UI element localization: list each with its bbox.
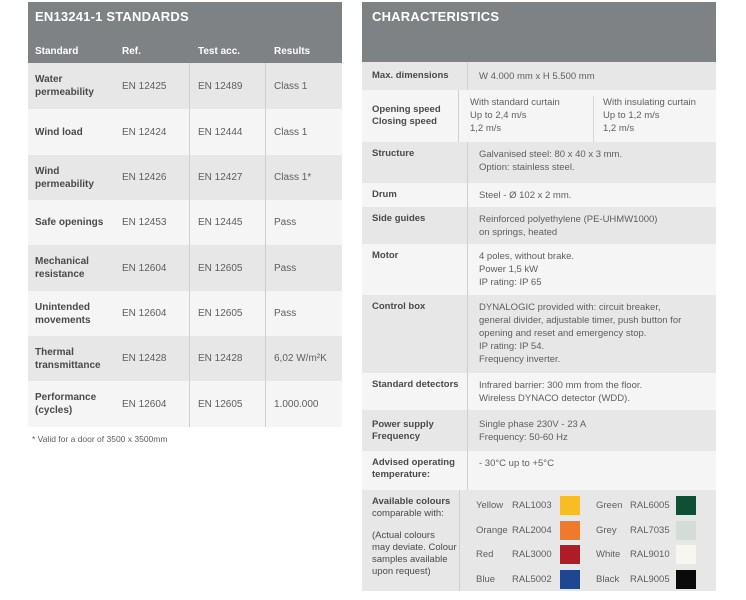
footnote: * Valid for a door of 3500 x 3500mm: [32, 434, 168, 444]
colour-swatches: [460, 490, 716, 591]
colour-black: Black RAL9005: [596, 570, 716, 589]
label-motor: Motor: [362, 244, 468, 295]
swatch-red: [560, 545, 580, 564]
swatch-orange: [560, 521, 580, 540]
swatch-black: [676, 570, 696, 589]
col-test: Test acc.: [198, 46, 241, 57]
row-colours: [362, 490, 716, 591]
test-value: EN 12489: [190, 63, 266, 109]
label-opening-speed: Opening speed Closing speed: [362, 90, 459, 142]
swatch-green: [676, 496, 696, 515]
result-value: 6,02 W/m²K: [274, 353, 327, 364]
label-drum: Drum: [362, 183, 468, 207]
value-power-supply: Single phase 230V - 23 A Frequency: 50-60 Hz: [479, 418, 587, 443]
colour-blue: Blue RAL5002: [476, 570, 596, 589]
standards-title: EN13241-1 STANDARDS: [28, 2, 342, 30]
test-value: EN 12427: [190, 155, 266, 200]
characteristics-table: [362, 2, 716, 591]
label-power-supply: Power supply Frequency: [362, 410, 468, 451]
ref-value: EN 12425: [114, 63, 190, 109]
insulating-curtain: With insulating curtain Up to 1,2 m/s 1,2 m/s: [593, 96, 716, 142]
table-row: [28, 155, 342, 200]
test-value: EN 12605: [190, 381, 266, 427]
label-colours: Available colours comparable with: (Actual colours may deviate. Colour samples available upon request): [362, 490, 460, 591]
row-motor: [362, 244, 716, 295]
table-row: [28, 336, 342, 381]
label-structure: Structure: [362, 142, 468, 183]
table-row: [28, 200, 342, 245]
result-value: Class 1: [274, 80, 308, 92]
result-value: Pass: [274, 217, 297, 228]
standard-name: Mechanical resistance: [35, 256, 89, 280]
row-drum: [362, 183, 716, 207]
standard-name: Safe openings: [35, 217, 104, 228]
col-standard: Standard: [35, 46, 79, 57]
colour-orange: Orange RAL2004: [476, 521, 596, 540]
result-value: Class 1*: [274, 172, 312, 183]
ref-value: EN 12453: [114, 200, 190, 245]
ref-value: EN 12426: [114, 155, 190, 200]
table-row: [28, 291, 342, 336]
row-opening-speed: [362, 90, 716, 142]
test-value: EN 12605: [190, 245, 266, 291]
test-value: EN 12444: [190, 109, 266, 155]
ref-value: EN 12428: [114, 336, 190, 381]
row-side-guides: [362, 207, 716, 244]
colour-white: White RAL9010: [596, 545, 716, 564]
test-value: EN 12428: [190, 336, 266, 381]
swatch-white: [676, 545, 696, 564]
result-value: 1.000.000: [274, 398, 319, 410]
ref-value: EN 12424: [114, 109, 190, 155]
swatch-yellow: [560, 496, 580, 515]
ref-value: EN 12604: [114, 381, 190, 427]
test-value: EN 12445: [190, 200, 266, 245]
label-detectors: Standard detectors: [362, 373, 468, 410]
swatch-grey: [676, 521, 696, 540]
standard-name: Thermal transmittance: [35, 346, 101, 371]
row-power-supply: [362, 410, 716, 451]
colour-grey: Grey RAL7035: [596, 521, 716, 540]
label-side-guides: Side guides: [362, 207, 468, 244]
result-value: Pass: [274, 308, 297, 319]
colour-red: Red RAL3000: [476, 545, 596, 564]
label-max-dimensions: Max. dimensions: [362, 62, 468, 90]
result-value: Pass: [274, 262, 297, 274]
row-temperature: [362, 451, 716, 490]
test-value: EN 12605: [190, 291, 266, 336]
standard-name: Unintended movements: [35, 301, 91, 326]
label-temperature: Advised operating temperature:: [362, 451, 468, 490]
value-control-box: DYNALOGIC provided with: circuit breaker, general divider, adjustable timer, push button for opening and reset and emergency stop. IP rating: IP 54. Frequency inverter.: [479, 302, 682, 365]
standards-header-row: [28, 30, 342, 63]
colour-green: Green RAL6005: [596, 496, 716, 515]
value-side-guides: Reinforced polyethylene (PE-UHMW1000) on springs, heated: [479, 214, 658, 238]
table-row: [28, 109, 342, 155]
ref-value: EN 12604: [114, 245, 190, 291]
value-detectors: Infrared barrier: 300 mm from the floor. Wireless DYNACO detector (WDD).: [479, 380, 643, 404]
table-row: [28, 381, 342, 427]
row-max-dimensions: [362, 62, 716, 90]
standard-name: Wind permeability: [35, 165, 94, 190]
characteristics-title: CHARACTERISTICS: [362, 2, 716, 62]
value-temperature: - 30°C up to +5°C: [479, 458, 554, 469]
standards-table: [28, 2, 342, 427]
table-row: [28, 63, 342, 109]
standard-name: Water permeability: [35, 74, 94, 98]
label-control-box: Control box: [362, 295, 468, 373]
result-value: Class 1: [274, 126, 308, 138]
standard-name: Wind load: [35, 126, 83, 138]
colour-yellow: Yellow RAL1003: [476, 496, 596, 515]
value-drum: Steel - Ø 102 x 2 mm.: [479, 189, 572, 201]
value-max-dimensions: W 4.000 mm x H 5.500 mm: [479, 70, 595, 82]
value-motor: 4 poles, without brake. Power 1,5 kW IP rating: IP 65: [479, 251, 575, 288]
value-opening-speed: [459, 90, 716, 142]
row-control-box: [362, 295, 716, 373]
swatch-blue: [560, 570, 580, 589]
standard-name: Performance (cycles): [35, 392, 97, 416]
row-detectors: [362, 373, 716, 410]
table-row: [28, 245, 342, 291]
ref-value: EN 12604: [114, 291, 190, 336]
standard-curtain: With standard curtain Up to 2,4 m/s 1,2 m/s: [470, 97, 560, 134]
col-ref: Ref.: [122, 46, 141, 57]
col-results: Results: [274, 46, 311, 57]
value-structure: Galvanised steel: 80 x 40 x 3 mm. Option: stainless steel.: [479, 149, 623, 173]
row-structure: [362, 142, 716, 183]
